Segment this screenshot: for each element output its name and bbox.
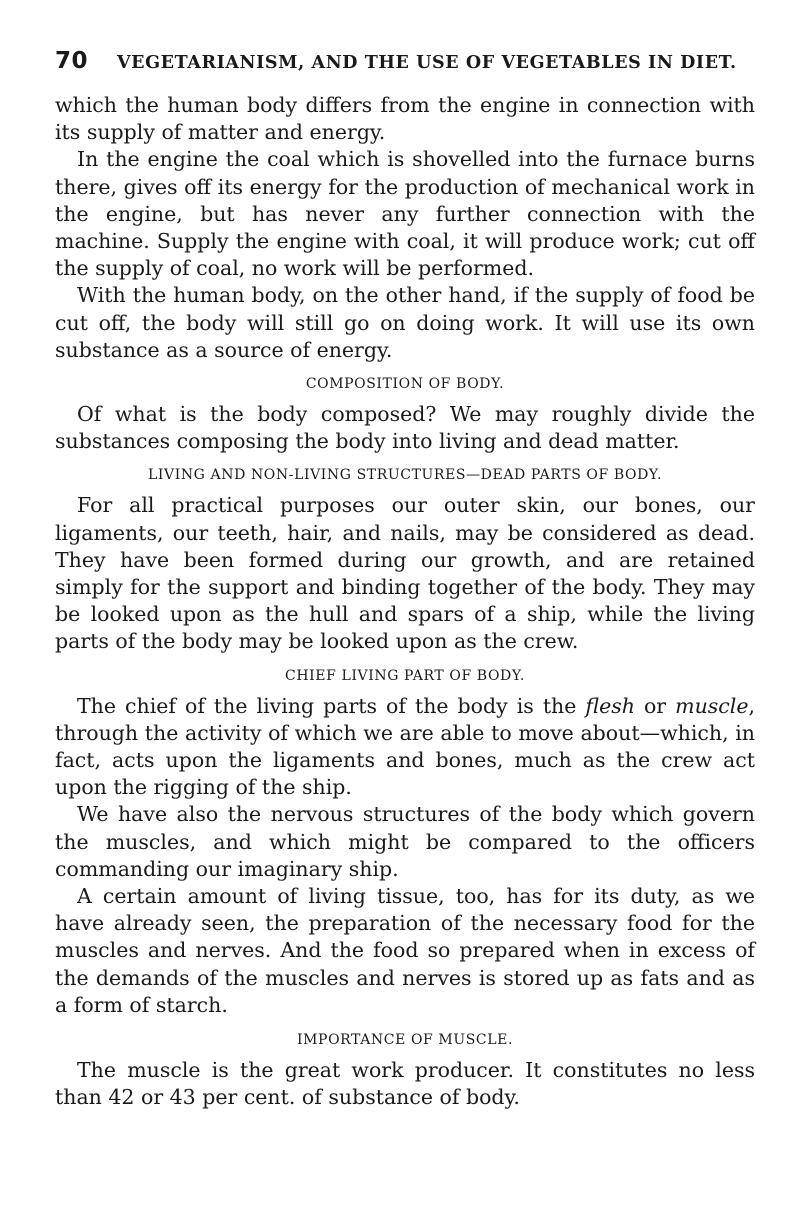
paragraph-8: A certain amount of living tissue, too, has for its duty, as we have already seen, the preparation of the necessary food for the muscles and nerves. And the food so prepared when in excess of the demands of the muscles and nerves is stored up as fats and as a form of starch.	[55, 884, 755, 1017]
section-heading-composition: COMPOSITION OF BODY.	[305, 376, 505, 393]
paragraph-4: Of what is the body composed? We may roughly divide the substances composing the body into living and dead matter.	[55, 402, 755, 454]
paragraph-6	[55, 693, 755, 802]
section-heading-chief-living-part: CHIEF LIVING PART OF BODY.	[285, 667, 525, 684]
paragraph-1: which the human body differs from the engine in connection with its supply of matter and energy.	[55, 93, 755, 145]
paragraph-9: The muscle is the great work producer. It constitutes no less than 42 or 43 per cent. of substance of body.	[55, 1058, 755, 1110]
paragraph-6-text-b: or	[634, 693, 676, 718]
running-title: VEGETARIANISM, AND THE USE OF VEGETABLES IN DIET.	[117, 53, 737, 73]
book-page	[55, 48, 755, 1112]
paragraph-5: For all practical purposes our outer skin, our bones, our ligaments, our teeth, hair, and nails, may be considered as dead. They have been formed during our growth, and are retained simply for the support and binding together of the body. They may be looked upon as the hull and spars of a ship, while the living parts of the body may be looked upon as the crew.	[55, 493, 755, 654]
page-number: 70	[55, 48, 89, 74]
paragraph-7: We have also the nervous structures of the body which govern the muscles, and which might be compared to the officers commanding our imaginary ship.	[55, 802, 755, 881]
section-heading-importance-of-muscle: IMPORTANCE OF MUSCLE.	[296, 1032, 514, 1049]
section-heading-living-structures: LIVING AND NON-LIVING STRUCTURES—DEAD PARTS OF BODY.	[147, 467, 663, 484]
running-head	[55, 48, 755, 84]
paragraph-2: In the engine the coal which is shovelled into the furnace burns there, gives off its energy for the production of mechanical work in the engine, but has never any further connection with the machine. Supply the engine with coal, it will produce work; cut off the supply of coal, no work will be performed.	[55, 147, 755, 281]
muscle-emphasis: muscle	[675, 693, 749, 718]
paragraph-3: With the human body, on the other hand, if the supply of food be cut off, the body will still go on doing work. It will use its own substance as a source of energy.	[55, 283, 755, 362]
paragraph-6-text-a: The chief of the living parts of the body is the	[77, 693, 586, 718]
flesh-emphasis: flesh	[585, 693, 635, 718]
paragraph-6-text-c: , through the activity of which we are able to move about—which, in fact, acts upon the ligaments and bones, much as the crew act upon the rigging of the ship.	[55, 693, 755, 800]
